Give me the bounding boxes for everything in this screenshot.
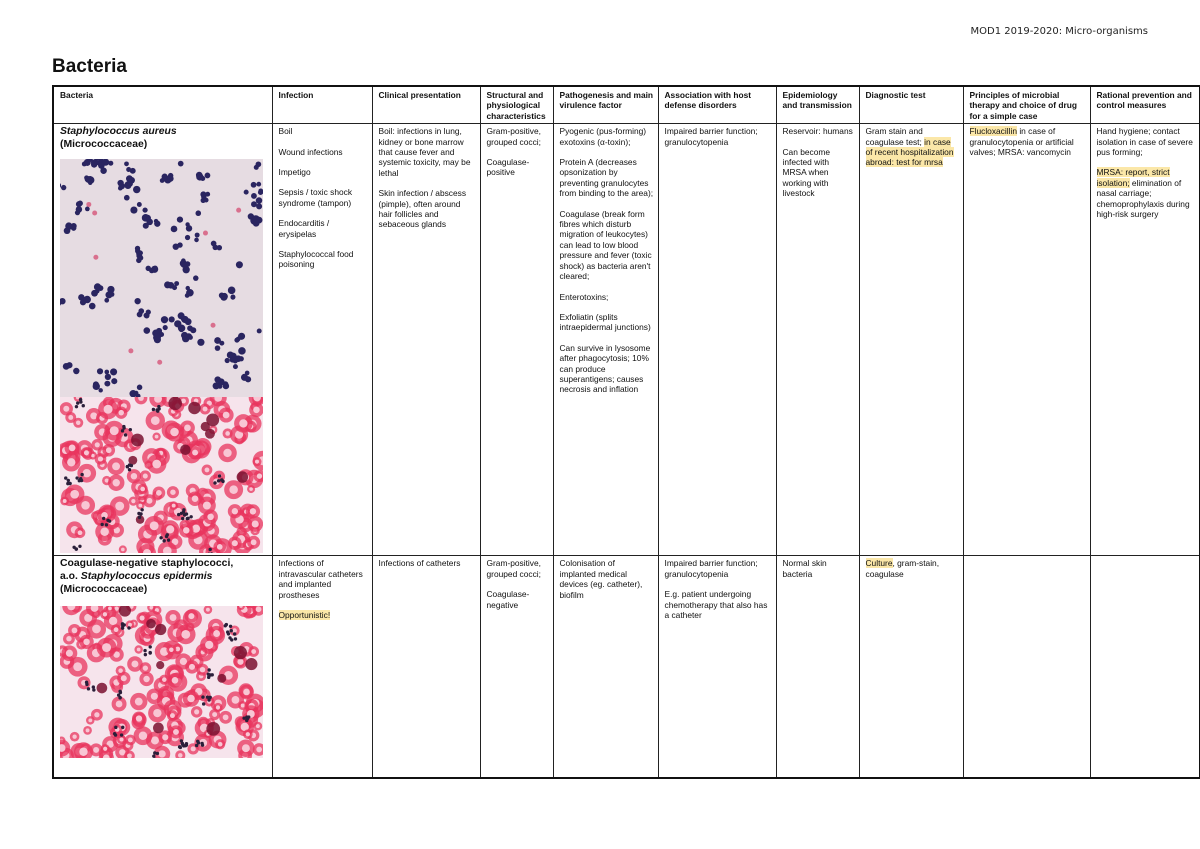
tissue-stain-image	[60, 397, 263, 553]
structural-cell: Gram-positive, grouped cocci; Coagulase-positive	[480, 124, 553, 556]
col-header-clinical: Clinical presentation	[372, 86, 480, 124]
col-header-bacteria: Bacteria	[53, 86, 272, 124]
clinical-cell: Infections of catheters	[372, 556, 480, 778]
course-header: MOD1 2019-2020: Micro-organisms	[970, 26, 1148, 37]
diagnostic-cell: Culture, gram-stain, coagulase	[859, 556, 963, 778]
prevention-cell: Hand hygiene; contact isolation in case of severe pus forming; MRSA: report, strict isolation; elimination of nasal carriage; chemoprophylaxis during high-risk surgery	[1090, 124, 1200, 556]
diagnostic-cell: Gram stain and coagulase test; in case of recent hospitalization abroad: test for mrsa	[859, 124, 963, 556]
col-header-therapy: Principles of microbial therapy and choice of drug for a simple case	[963, 86, 1090, 124]
table-row	[53, 556, 1200, 778]
pathogenesis-cell: Colonisation of implanted medical devices (eg. catheter), biofilm	[553, 556, 658, 778]
infection-cell: Boil Wound infections Impetigo Sepsis / toxic shock syndrome (tampon) Endocarditis / erysipelas Staphylococcal food poisoning	[272, 124, 372, 556]
gram-stain-image	[60, 159, 263, 397]
epidemiology-cell: Normal skin bacteria	[776, 556, 859, 778]
col-header-pathogenesis: Pathogenesis and main virulence factor	[553, 86, 658, 124]
structural-cell: Gram-positive, grouped cocci; Coagulase-negative	[480, 556, 553, 778]
bacteria-table	[52, 85, 1200, 779]
epidemiology-cell: Reservoir: humans Can become infected with MRSA when working with livestock	[776, 124, 859, 556]
clinical-cell: Boil: infections in lung, kidney or bone marrow that cause fever and systemic toxicity, may be lethal Skin infection / abscess (pimple), often around hair follicles and sebaceous glands	[372, 124, 480, 556]
header-row	[53, 86, 1200, 124]
col-header-prevention: Rational prevention and control measures	[1090, 86, 1200, 124]
pathogenesis-cell: Pyogenic (pus-forming) exotoxins (α-toxin); Protein A (decreases opsonization by preventing granulocytes from binding to the area); Coagulase (break form fibres which disturb migration of leukocytes) can lead to low blood pressure and fever (toxic shock) as bacteria aren't cleared; Enterotoxins; Exfoliatin (splits intraepidermal junctions) Can survive in lysosome after phagocytosis; 10% can produce superantigens; causes necrosis and inflation	[553, 124, 658, 556]
highlighted-text: Culture	[865, 558, 893, 569]
therapy-cell: Flucloxacillin in case of granulocytopenia or artificial valves; MRSA: vancomycin	[963, 124, 1090, 556]
highlighted-text: Opportunistic!	[278, 610, 331, 621]
therapy-cell	[963, 556, 1090, 778]
col-header-structural: Structural and physiological characteristics	[480, 86, 553, 124]
col-header-epidemiology: Epidemiology and transmission	[776, 86, 859, 124]
highlighted-text: in case of recent hospitalization abroad: test for mrsa	[865, 136, 954, 168]
table-row	[53, 124, 1200, 556]
bacteria-name: Staphylococcus aureus (Micrococcaceae)	[60, 126, 177, 150]
col-header-host-defense: Association with host defense disorders	[658, 86, 776, 124]
prevention-cell	[1090, 556, 1200, 778]
page-title: Bacteria	[52, 56, 127, 77]
tissue-stain-image	[60, 606, 263, 758]
bacteria-name: Coagulase-negative staphylococci, a.o. Staphylococcus epidermis (Micrococcaceae)	[60, 558, 234, 595]
col-header-infection: Infection	[272, 86, 372, 124]
highlighted-text: Flucloxacillin	[969, 126, 1017, 137]
bacteria-cell	[53, 124, 272, 556]
host-defense-cell: Impaired barrier function; granulocytopenia E.g. patient undergoing chemotherapy that also has a catheter	[658, 556, 776, 778]
col-header-diagnostic: Diagnostic test	[859, 86, 963, 124]
infection-cell: Infections of intravascular catheters and implanted prostheses Opportunistic!	[272, 556, 372, 778]
highlighted-text: MRSA: report, strict isolation;	[1096, 167, 1170, 188]
host-defense-cell: Impaired barrier function; granulocytopenia	[658, 124, 776, 556]
bacteria-cell	[53, 556, 272, 778]
